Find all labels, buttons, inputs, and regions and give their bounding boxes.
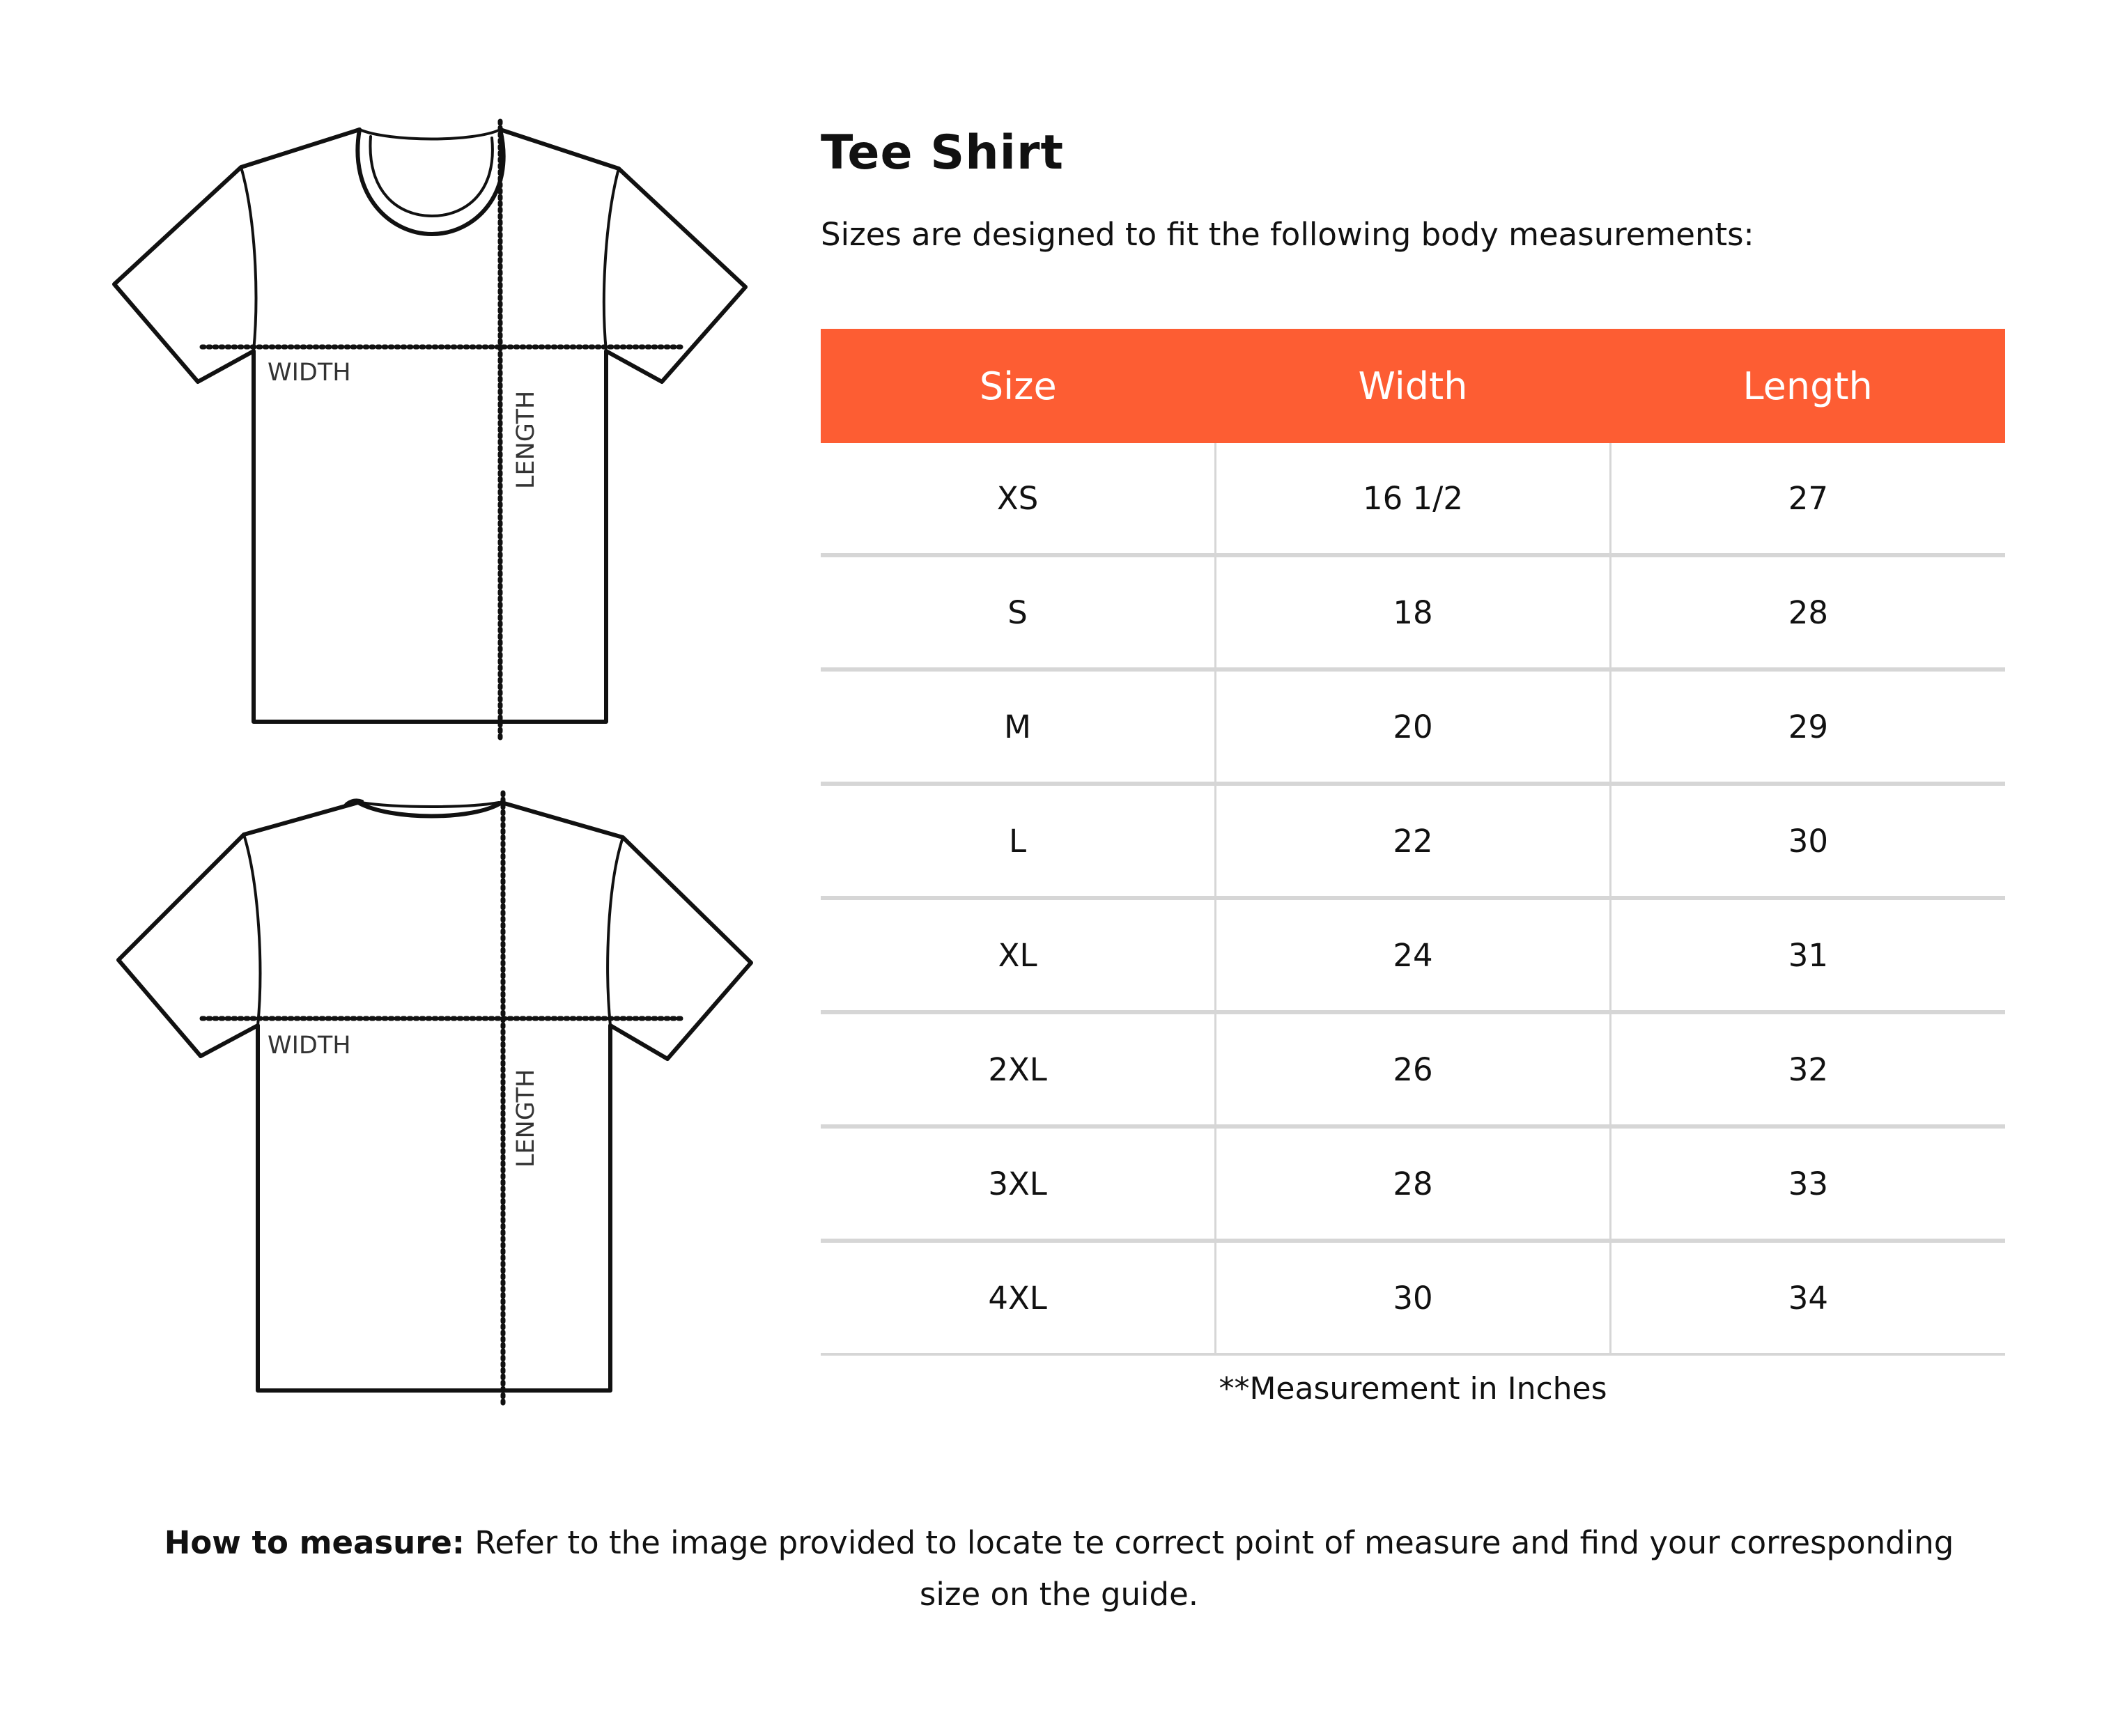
back-body-outline <box>118 803 751 1390</box>
table-row <box>821 898 2005 1012</box>
width-cell: 18 <box>1216 555 1611 669</box>
length-cell: 30 <box>1610 784 2005 898</box>
back-right-sleeve-seam <box>608 837 623 1025</box>
measurement-unit-note: **Measurement in Inches <box>1219 1371 1607 1406</box>
length-cell: 31 <box>1610 898 2005 1012</box>
how-to-measure-label: How to measure: <box>164 1524 465 1561</box>
tee-front-svg <box>98 111 766 766</box>
length-cell: 29 <box>1610 669 2005 784</box>
length-cell: 32 <box>1610 1012 2005 1126</box>
back-length-label: LENGTH <box>512 1069 540 1168</box>
length-cell: 28 <box>1610 555 2005 669</box>
size-cell: 3XL <box>821 1126 1216 1241</box>
front-left-sleeve-seam <box>241 167 256 351</box>
table-row <box>821 1241 2005 1354</box>
column-header-size: Size <box>821 329 1216 443</box>
width-cell: 20 <box>1216 669 1611 784</box>
front-collar-outer <box>357 130 503 234</box>
table-row <box>821 669 2005 784</box>
table-row <box>821 555 2005 669</box>
tee-back-diagram <box>98 780 766 1435</box>
how-to-measure-body: Refer to the image provided to locate te correct point of measure and find your corresponding size on the guide. <box>464 1524 1954 1613</box>
size-cell: L <box>821 784 1216 898</box>
front-body-outline <box>114 130 745 722</box>
page-title: Tee Shirt <box>821 125 1064 180</box>
width-cell: 26 <box>1216 1012 1611 1126</box>
front-width-label: WIDTH <box>268 359 351 387</box>
width-cell: 30 <box>1216 1241 1611 1354</box>
size-cell: M <box>821 669 1216 784</box>
size-cell: 2XL <box>821 1012 1216 1126</box>
table-row <box>821 1012 2005 1126</box>
back-left-sleeve-seam <box>244 835 260 1025</box>
page-subtitle: Sizes are designed to fit the following body measurements: <box>821 216 1754 253</box>
length-cell: 33 <box>1610 1126 2005 1241</box>
size-cell: XS <box>996 479 1039 517</box>
length-cell: 34 <box>1610 1241 2005 1354</box>
width-cell: 24 <box>1216 898 1611 1012</box>
column-header-length: Length <box>1610 329 2005 443</box>
front-collar-back <box>360 130 500 139</box>
table-row <box>821 443 2005 555</box>
front-right-sleeve-seam <box>604 169 619 351</box>
width-cell: 28 <box>1216 1126 1611 1241</box>
front-length-label: LENGTH <box>512 390 540 489</box>
column-header-width: Width <box>1216 329 1611 443</box>
table-row <box>821 1126 2005 1241</box>
tee-back-svg <box>98 780 766 1435</box>
back-width-label: WIDTH <box>268 1032 351 1060</box>
width-cell: 22 <box>1216 784 1611 898</box>
table-row <box>821 784 2005 898</box>
how-to-measure-text <box>139 1517 1979 1620</box>
length-cell: 27 <box>1610 443 2005 555</box>
table-header-row <box>821 329 2005 443</box>
back-neckline-inner <box>361 803 499 807</box>
size-cell: 4XL <box>821 1241 1216 1354</box>
size-chart-table <box>821 329 2005 1356</box>
front-collar-inner <box>370 137 492 216</box>
size-cell: XL <box>821 898 1216 1012</box>
width-cell: 16 1/2 <box>1216 443 1611 555</box>
size-cell: S <box>821 555 1216 669</box>
shirt-illustrations <box>98 111 766 1435</box>
tee-front-diagram <box>98 111 766 766</box>
